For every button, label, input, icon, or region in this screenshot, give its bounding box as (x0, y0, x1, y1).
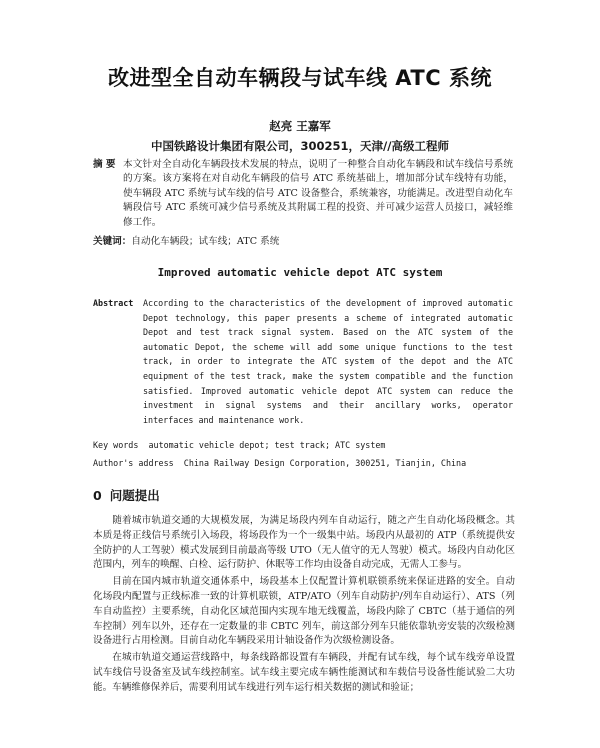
author-names: 赵亮 王嘉军 (269, 119, 331, 133)
paper-title: 改进型全自动车辆段与试车线 ATC 系统 (108, 66, 492, 90)
address-en-label: Author's address (93, 458, 174, 468)
keywords-en-text: automatic vehicle depot; test track; ATC system (148, 440, 386, 450)
abstract-cn-label: 摘 要 (93, 159, 116, 170)
abstract-cn (93, 158, 513, 230)
keywords-cn-label: 关键词： (93, 236, 132, 247)
body-paragraph: 随着城市轨道交通的大规模发展，为满足场段内列车自动运行，随之产生自动化场段概念。其本质是将正线信号系统引入场段，将场段作为一个一级集中站。场段内从最初的 ATP（系统提供安全防护的人工驾驶）模式发展到目前最高等级 UTO（无人值守的无人驾驶）模式。场段内自动化区范围内，列车的唤醒、白检、运行防护、休眠等工作均由设备自动完成，无需人工参与。 (93, 515, 515, 571)
author-address-en (93, 456, 523, 470)
abstract-en-text: According to the characteristics of the development of improved automatic Depot technology, this paper presents a scheme of integrated automatic Depot and test track signal system. Based on the ATC system of the automatic Depot, the scheme will add some unique functions to the test track, in order to integrate the ATC system of the depot and the ATC equipment of the test track, make the system compatible and the function satisfied. Improved automatic vehicle depot ATC system can reduce the investment in signal systems and their ancillary works, operator interfaces and maintenance work. (143, 298, 513, 425)
section-heading (93, 486, 160, 504)
abstract-en (93, 296, 513, 427)
section-number: 0 (93, 488, 102, 503)
keywords-en (93, 438, 523, 452)
author-affiliation: 中国铁路设计集团有限公司，300251，天津//高级工程师 (151, 139, 449, 153)
abstract-en-label: Abstract (93, 298, 134, 308)
address-en-text: China Railway Design Corporation, 300251, Tianjin, China (183, 458, 467, 468)
keywords-cn (93, 235, 513, 249)
section-title: 问题提出 (109, 488, 160, 503)
body-text (93, 514, 515, 698)
english-title: Improved automatic vehicle depot ATC system (157, 266, 443, 279)
body-paragraph: 在城市轨道交通运营线路中，每条线路都设置有车辆段，并配有试车线，每个试车线旁单设置试车线信号设备室及试车线控制室。试车线主要完成车辆性能测试和车载信号设备性能试验二大功能。车辆维修保养后，需要利用试车线进行列车运行相关数据的测试和验证； (93, 652, 515, 693)
abstract-cn-text: 本文针对全自动化车辆段技术发展的特点，说明了一种整合自动化车辆段和试车线信号系统的方案。该方案将在对自动化车辆段的信号 ATC 系统基础上，增加部分试车线特有功能，使车辆段 ATC 系统与试车线的信号 ATC 设备整合，系统兼容，功能满足。改进型自动化车辆段信号 ATC 系统可减少信号系统及其附属工程的投资、并可减少运营人员接口，减轻维修工作。 (123, 159, 513, 228)
keywords-cn-text: 自动化车辆段；试车线；ATC 系统 (131, 236, 280, 247)
keywords-en-label: Key words (93, 440, 139, 450)
body-paragraph: 目前在国内城市轨道交通体系中，场段基本上仅配置计算机联锁系统来保证进路的安全。自动化场段内配置与正线标准一致的计算机联锁，ATP/ATO（列车自动防护/列车自动运行）、ATS（列车自动监控）主要系统，自动化区域范围内实现车地无线覆盖，场段内除了 CBTC（基于通信的列车控制）列车以外，还存在一定数量的非 CBTC 列车，前这部分列车只能依靠轨旁安装的次级检测设备进行占用检测。目前自动化车辆段采用计轴设备作为次级检测设备。 (93, 576, 515, 647)
